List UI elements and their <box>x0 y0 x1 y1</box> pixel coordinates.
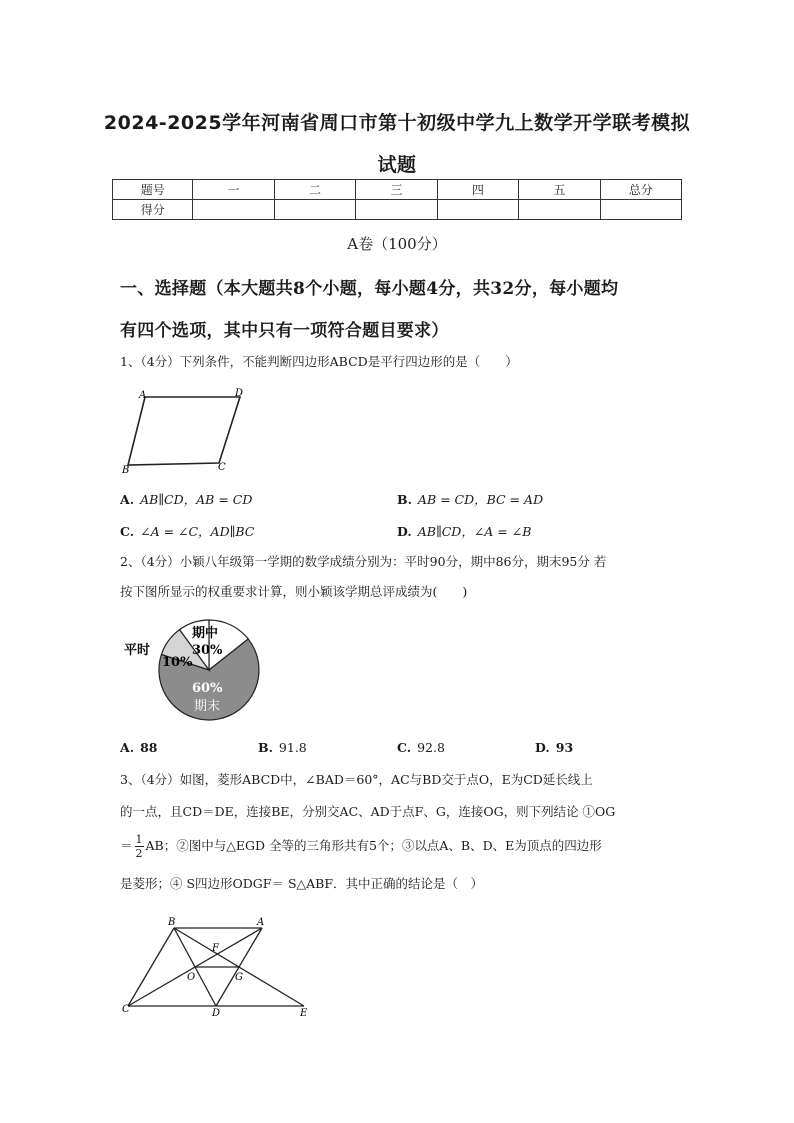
q2-option-b[interactable] <box>258 740 307 755</box>
pie-label-pingshi: 平时 <box>124 643 151 658</box>
option-key: D. <box>397 524 412 539</box>
pie-pct-qizhong: 30% <box>192 643 223 658</box>
question-2-stem-cont: 按下图所显示的权重要求计算，则小颖该学期总评成绩为( ) <box>120 584 468 599</box>
q1-option-c[interactable] <box>120 522 254 540</box>
q2-option-d[interactable] <box>535 740 579 755</box>
figure-lines <box>128 928 304 1006</box>
table-row <box>113 180 682 200</box>
vertex-label-a: A <box>139 390 147 401</box>
parallelogram-figure <box>115 385 255 477</box>
rhombus-figure <box>118 912 318 1020</box>
option-text: ∠A = ∠C，AD∥BC <box>140 524 255 539</box>
score-cell[interactable] <box>600 200 681 220</box>
table-cell: 题号 <box>113 180 193 200</box>
question-3-stem-end: 是菱形；④ S四边形ODGF＝ S△ABF．其中正确的结论是（ ） <box>120 876 484 891</box>
score-cell[interactable] <box>356 200 437 220</box>
pie-label-qimo: 期末 <box>194 699 221 714</box>
vertex-label-b: B <box>122 465 130 476</box>
question-1-stem: 1、（4分）下列条件，不能判断四边形ABCD是平行四边形的是（ ） <box>120 354 518 369</box>
section-heading-cont: 有四个选项，其中只有一项符合题目要求） <box>120 321 449 341</box>
pie-label-qizhong: 期中 <box>192 626 219 641</box>
option-text: AB = CD，BC = AD <box>417 492 544 507</box>
point-label-f: F <box>212 943 219 954</box>
fraction <box>135 833 144 860</box>
option-text: AB∥CD，AB = CD <box>140 492 253 507</box>
pie-pct-pingshi: 10% <box>162 655 193 670</box>
point-label-o: O <box>187 972 196 983</box>
score-cell[interactable] <box>519 200 600 220</box>
table-cell: 二 <box>274 180 355 200</box>
parallelogram-shape <box>128 397 240 465</box>
score-cell[interactable] <box>274 200 355 220</box>
q1-option-a[interactable] <box>120 490 252 508</box>
table-cell: 四 <box>437 180 518 200</box>
table-cell: 总分 <box>600 180 681 200</box>
table-row <box>113 200 682 220</box>
q3-line3-text: AB；②图中与△EGD 全等的三角形共有5个；③以点A、B、D、E为顶点的四边形 <box>145 838 602 853</box>
option-key: D. <box>535 740 550 755</box>
q1-option-d[interactable] <box>397 522 531 540</box>
question-2-stem: 2、（4分）小颖八年级第一学期的数学成绩分别为：平时90分，期中86分，期末95分 若 <box>120 554 607 569</box>
question-3-stem-frac-line <box>120 830 680 862</box>
table-cell: 一 <box>193 180 274 200</box>
pie-chart-figure <box>120 618 270 722</box>
vertex-label-d: D <box>235 388 244 399</box>
q2-option-a[interactable] <box>120 740 163 755</box>
score-cell[interactable] <box>437 200 518 220</box>
table-cell: 三 <box>356 180 437 200</box>
vertex-label-d: D <box>212 1008 221 1019</box>
equals-sign: ＝ <box>120 838 133 853</box>
option-key: A. <box>120 492 135 507</box>
question-3-stem: 3、（4分）如图，菱形ABCD中，∠BAD＝60°，AC与BD交于点O，E为CD延长线上 <box>120 772 593 787</box>
question-3-stem-cont: 的一点，且CD＝DE，连接BE，分别交AC、AD于点F、G，连接OG，则下列结论 ①OG <box>120 804 616 819</box>
volume-heading: A卷（100分） <box>347 235 447 253</box>
page-title-cont: 试题 <box>377 154 417 176</box>
option-text: 92.8 <box>417 740 445 755</box>
option-key: B. <box>258 740 273 755</box>
option-key: C. <box>120 524 135 539</box>
q2-option-c[interactable] <box>397 740 445 755</box>
fraction-denominator: 2 <box>135 847 143 860</box>
table-cell: 五 <box>519 180 600 200</box>
option-text: 91.8 <box>278 740 307 755</box>
q1-option-b[interactable] <box>397 490 543 508</box>
vertex-label-b: B <box>168 917 176 928</box>
vertex-label-c: C <box>218 462 226 473</box>
option-text: 93 <box>555 740 574 755</box>
score-cell[interactable] <box>193 200 274 220</box>
option-text: AB∥CD，∠A = ∠B <box>417 524 532 539</box>
score-table <box>112 179 682 220</box>
page-title: 2024-2025学年河南省周口市第十初级中学九上数学开学联考模拟 <box>103 112 691 134</box>
option-text: 88 <box>140 740 158 755</box>
vertex-label-c: C <box>122 1004 130 1015</box>
section-heading: 一、选择题（本大题共8个小题，每小题4分，共32分，每小题均 <box>120 279 619 299</box>
vertex-label-e: E <box>300 1008 308 1019</box>
pie-pct-qimo: 60% <box>192 681 223 696</box>
option-key: B. <box>397 492 412 507</box>
point-label-g: G <box>235 972 243 983</box>
fraction-numerator: 1 <box>135 833 143 846</box>
option-key: C. <box>397 740 412 755</box>
option-key: A. <box>120 740 135 755</box>
table-cell: 得分 <box>113 200 193 220</box>
vertex-label-a: A <box>257 917 265 928</box>
